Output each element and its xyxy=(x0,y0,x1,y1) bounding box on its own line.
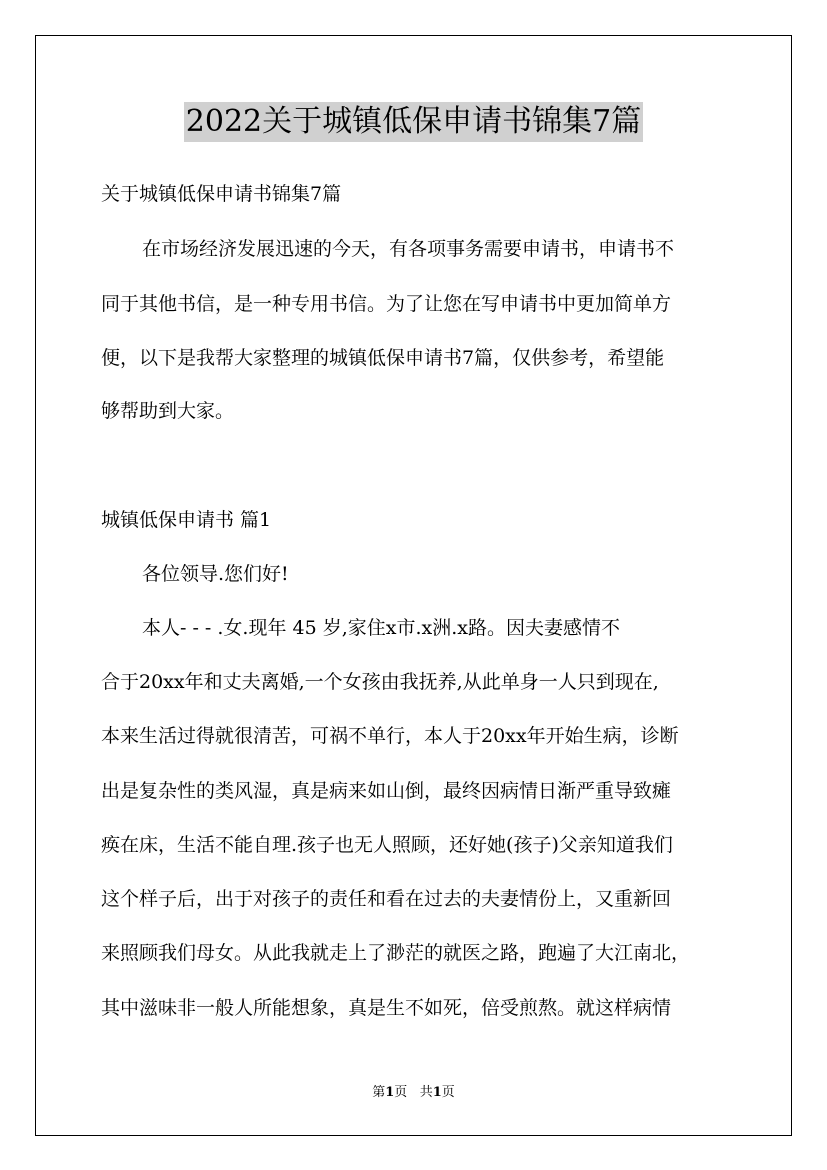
intro-line: 便，以下是我帮大家整理的城镇低保申请书7篇，仅供参考，希望能 xyxy=(101,347,665,369)
footer-page-suffix: 页 xyxy=(394,1085,408,1100)
intro-line: 在市场经济发展迅速的今天，有各项事务需要申请书，申请书不 xyxy=(142,238,675,260)
document-subtitle: 关于城镇低保申请书锦集7篇 xyxy=(101,183,342,205)
body-line: 痪在床，生活不能自理.孩子也无人照顾，还好她(孩子)父亲知道我们 xyxy=(101,834,673,856)
footer-page-prefix: 第 xyxy=(372,1085,386,1100)
body-line: 其中滋味非一般人所能想象，真是生不如死，倍受煎熬。就这样病情 xyxy=(101,997,672,1019)
body-line: 来照顾我们母女。从此我就走上了渺茫的就医之路，跑遍了大江南北， xyxy=(101,942,691,964)
footer-total-prefix: 共 xyxy=(419,1085,433,1100)
page-footer xyxy=(0,1084,827,1102)
intro-line: 同于其他书信，是一种专用书信。为了让您在写申请书中更加简单方 xyxy=(101,293,672,315)
intro-line: 够帮助到大家。 xyxy=(101,400,235,422)
body-line: 出是复杂性的类风湿，真是病来如山倒，最终因病情日渐严重导致瘫 xyxy=(101,780,672,802)
footer-total-number: 1 xyxy=(432,1085,442,1100)
title-container xyxy=(0,102,827,142)
body-line: 本来生活过得就很清苦，可祸不单行，本人于20xx年开始生病，诊断 xyxy=(101,725,679,747)
section-heading: 城镇低保申请书 篇1 xyxy=(101,509,272,531)
document-title: 2022关于城镇低保申请书锦集7篇 xyxy=(184,102,643,142)
body-line: 合于20xx年和丈夫离婚,一个女孩由我抚养,从此单身一人只到现在, xyxy=(101,671,659,693)
footer-total-suffix: 页 xyxy=(441,1085,455,1100)
body-line: 这个样子后，出于对孩子的责任和看在过去的夫妻情份上，又重新回 xyxy=(101,888,672,910)
body-line: 本人- - - .女.现年 45 岁,家住x市.x洲.x路。因夫妻感情不 xyxy=(142,617,620,639)
greeting-line: 各位领导.您们好! xyxy=(142,563,289,585)
footer-page-number: 1 xyxy=(385,1085,395,1100)
